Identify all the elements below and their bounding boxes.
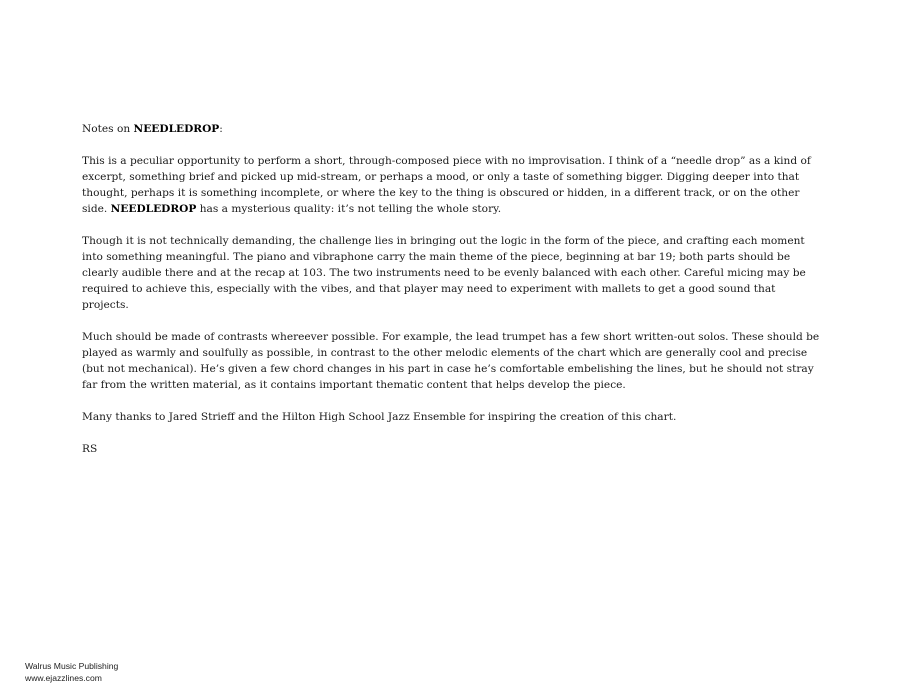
publisher-footer — [25, 660, 118, 684]
notes-body — [82, 121, 824, 473]
paragraph-intro-part1: This is a peculiar opportunity to perform a short, through-composed piece with no improvisation. I think of a “needle drop” as a kind of excerpt, something brief and picked up mid-stream, or perhaps a mood, or only a taste of something bigger. Digging deeper into that thought, perhaps it is something incomplete, or where the key to the thing is obscured or hidden, in a different track, or on the other side. — [82, 155, 811, 215]
paragraph-thanks: Many thanks to Jared Strieff and the Hilton High School Jazz Ensemble for inspiring the creation of this chart. — [82, 411, 677, 423]
heading-suffix: : — [219, 123, 223, 135]
paragraph-balance: Though it is not technically demanding, the challenge lies in bringing out the logic in the form of the piece, and crafting each moment into something meaningful. The piano and vibraphone carry the main theme of the piece, beginning at bar 19; both parts should be clearly audible there and at the recap at 103. The two instruments need to be evenly balanced with each other. Careful micing may be required to achieve this, especially with the vibes, and that player may need to experiment with mallets to get a good sound that projects. — [82, 235, 806, 311]
signature: RS — [82, 443, 98, 455]
notes-heading — [82, 121, 824, 137]
heading-prefix: Notes on — [82, 123, 134, 135]
paragraph-intro — [82, 153, 824, 217]
paragraph-intro-title: NEEDLEDROP — [110, 203, 197, 215]
heading-title: NEEDLEDROP — [133, 123, 220, 135]
publisher-name: Walrus Music Publishing — [25, 661, 119, 671]
publisher-website: www.ejazzlines.com — [25, 673, 102, 683]
paragraph-intro-part2: has a mysterious quality: it’s not telling the whole story. — [196, 203, 502, 215]
paragraph-contrasts: Much should be made of contrasts whereever possible. For example, the lead trumpet has a few short written-out solos. These should be played as warmly and soulfully as possible, in contrast to the other melodic elements of the chart which are generally cool and precise (but not mechanical). He’s given a few chord changes in his part in case he’s comfortable embelishing the lines, but he should not stray far from the written material, as it contains important thematic content that helps develop the piece. — [82, 331, 820, 391]
